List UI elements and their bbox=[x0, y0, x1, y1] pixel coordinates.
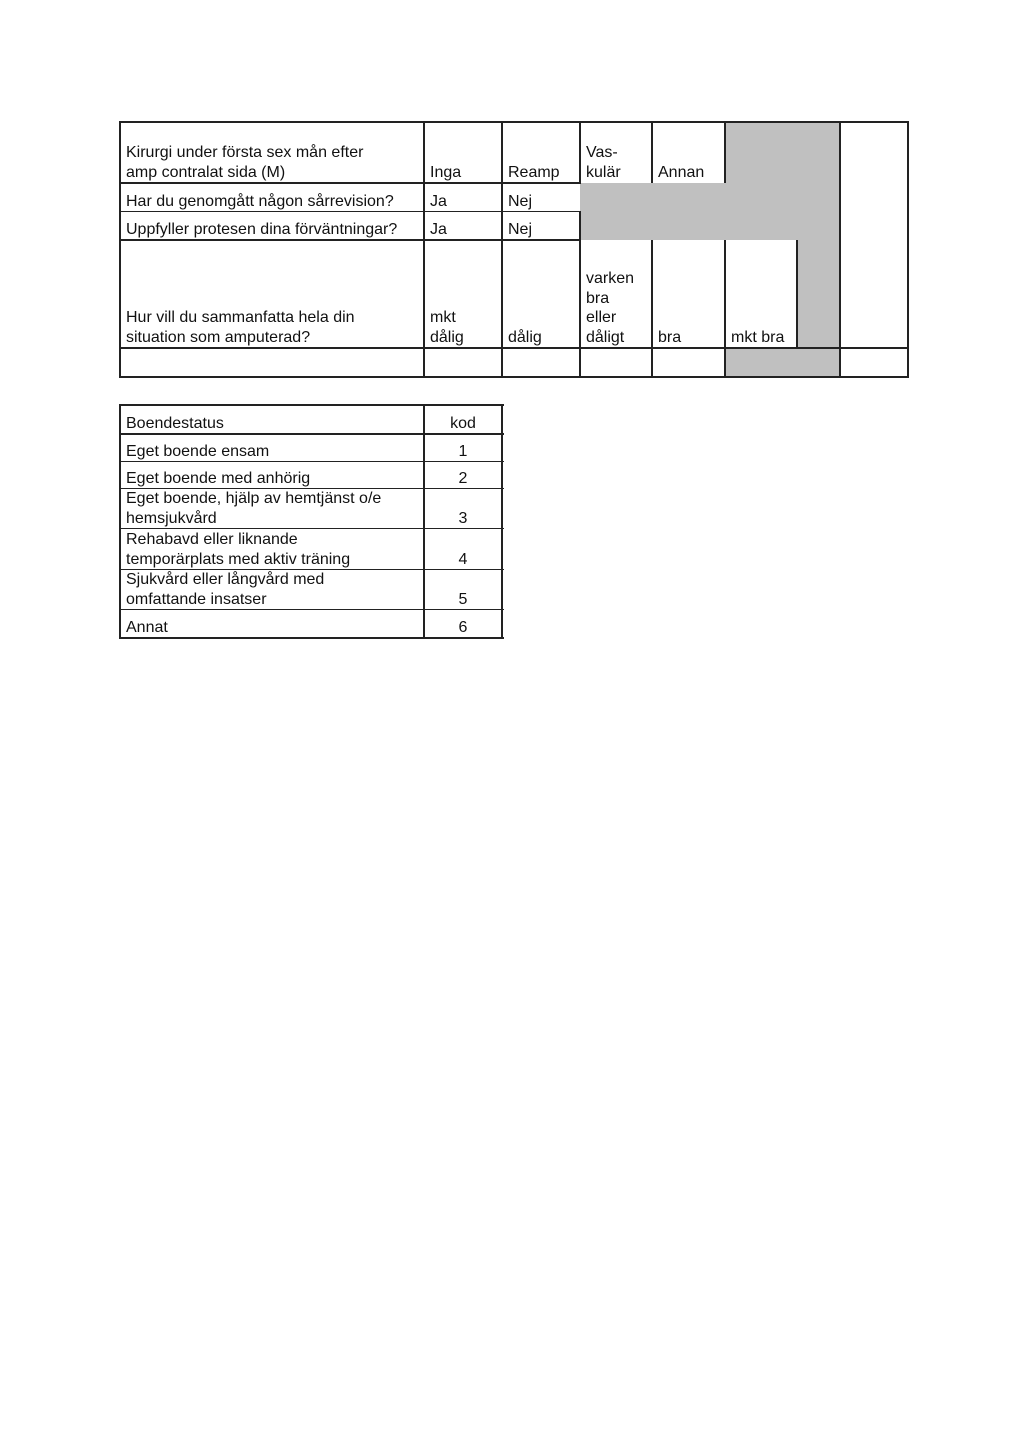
table-border bbox=[119, 569, 504, 570]
housing-row-code: 3 bbox=[458, 509, 468, 527]
table-border bbox=[423, 404, 425, 639]
housing-status-table bbox=[0, 0, 1024, 700]
table-border bbox=[501, 404, 503, 639]
table-border bbox=[119, 404, 504, 406]
question-prosthesis-expectations: Uppfyller protesen dina förväntningar? bbox=[126, 220, 398, 238]
question-wound-revision: Har du genomgått någon sårrevision? bbox=[126, 192, 394, 210]
housing-row-label: Sjukvård eller långvård med omfattande insatser bbox=[126, 571, 325, 608]
option-bra[interactable]: bra bbox=[658, 328, 682, 346]
housing-row-code: 1 bbox=[458, 442, 468, 460]
option-varken-bra-eller-daligt[interactable]: varken bra eller dåligt bbox=[586, 270, 635, 346]
housing-header-code: kod bbox=[450, 414, 476, 432]
housing-row-label: Eget boende, hjälp av hemtjänst o/e hemsjukvård bbox=[126, 490, 382, 527]
table-border bbox=[119, 461, 504, 462]
option-ja[interactable]: Ja bbox=[430, 220, 447, 238]
option-inga[interactable]: Inga bbox=[430, 163, 462, 181]
option-nej[interactable]: Nej bbox=[508, 220, 533, 238]
table-border bbox=[119, 488, 504, 489]
option-mkt-bra[interactable]: mkt bra bbox=[731, 328, 785, 346]
housing-header-label: Boendestatus bbox=[126, 414, 224, 432]
option-ja[interactable]: Ja bbox=[430, 192, 447, 210]
table-border bbox=[119, 433, 504, 435]
housing-row-label: Rehabavd eller liknande temporärplats med aktiv träning bbox=[126, 531, 351, 568]
housing-row-label: Eget boende med anhörig bbox=[126, 469, 311, 487]
housing-row-code: 6 bbox=[458, 618, 468, 636]
question-surgery-contralateral: Kirurgi under första sex mån efter amp contralat sida (M) bbox=[126, 144, 364, 181]
housing-row-code: 4 bbox=[458, 550, 468, 568]
option-nej[interactable]: Nej bbox=[508, 192, 533, 210]
question-overall-situation: Hur vill du sammanfatta hela din situation som amputerad? bbox=[126, 309, 355, 346]
housing-row-label: Eget boende ensam bbox=[126, 442, 270, 460]
housing-row-code: 2 bbox=[458, 469, 468, 487]
housing-row-code: 5 bbox=[458, 590, 468, 608]
table-border bbox=[119, 609, 504, 610]
option-vaskular[interactable]: Vas- kulär bbox=[586, 144, 621, 181]
option-mkt-dalig[interactable]: mkt dålig bbox=[430, 309, 464, 346]
option-annan[interactable]: Annan bbox=[658, 163, 705, 181]
table-border bbox=[119, 637, 504, 639]
housing-row-label: Annat bbox=[126, 618, 168, 636]
table-border bbox=[119, 528, 504, 529]
table-border bbox=[119, 404, 121, 639]
option-reamp[interactable]: Reamp bbox=[508, 163, 560, 181]
option-dalig[interactable]: dålig bbox=[508, 328, 542, 346]
